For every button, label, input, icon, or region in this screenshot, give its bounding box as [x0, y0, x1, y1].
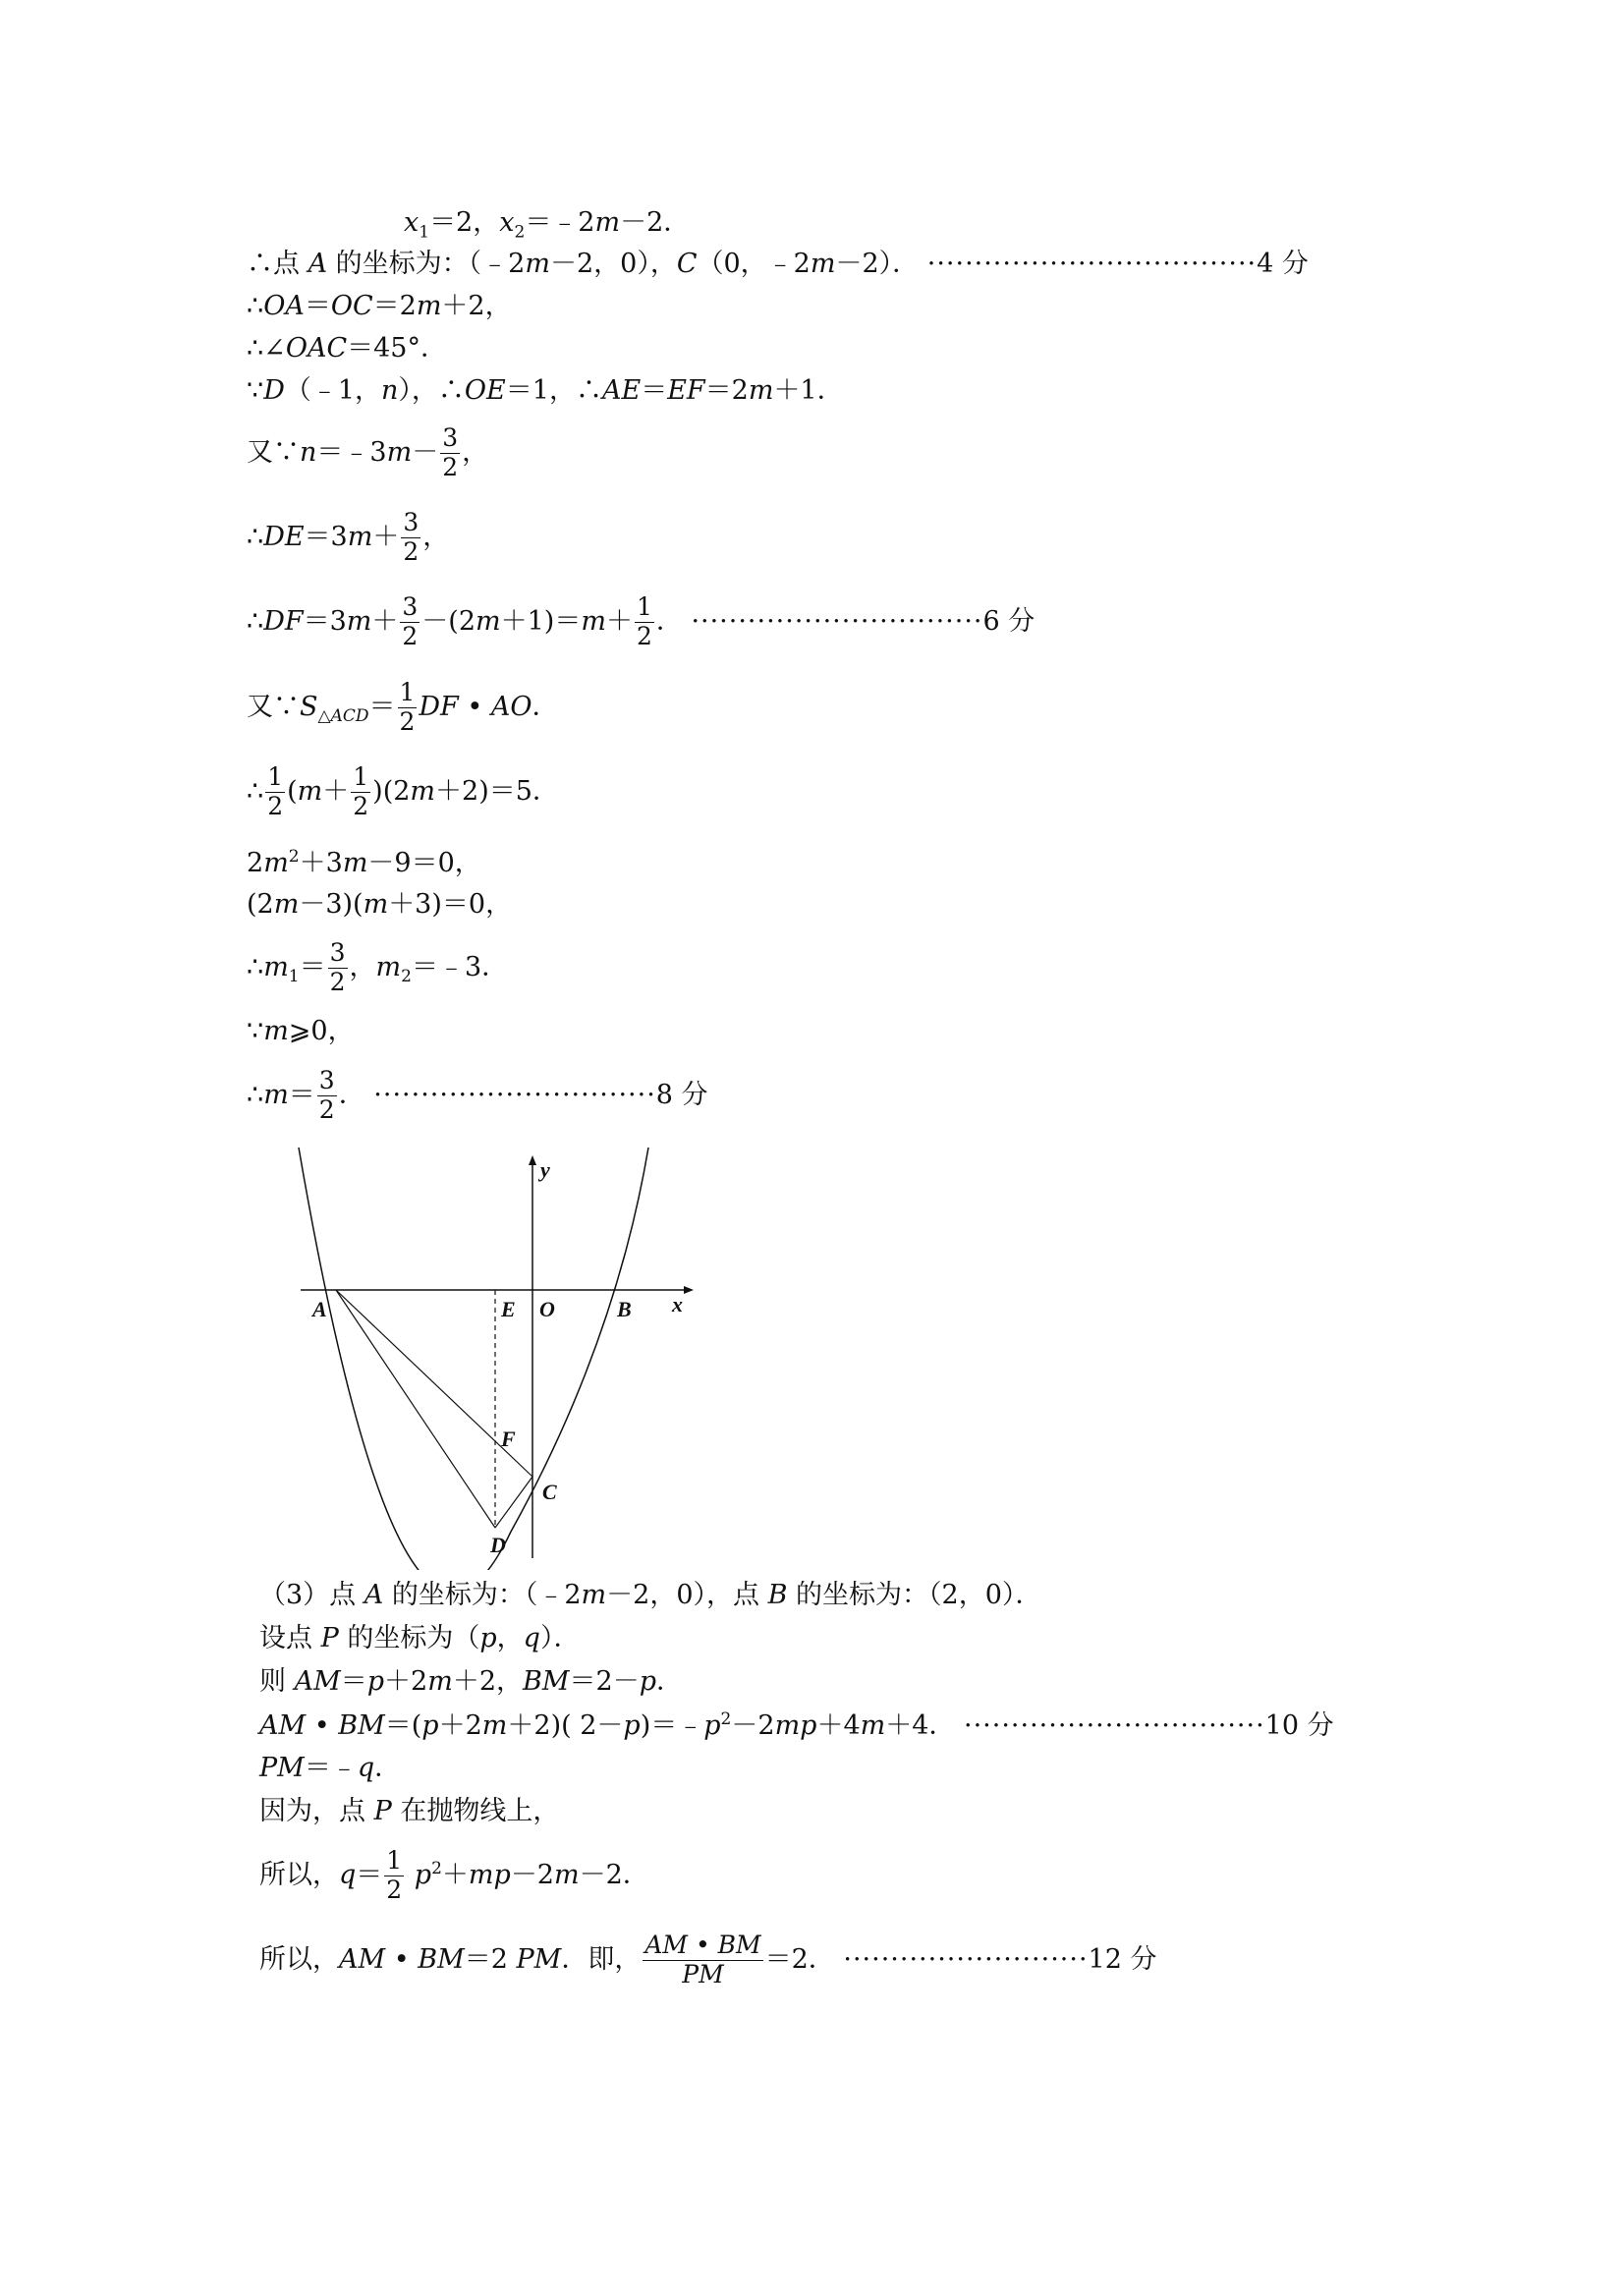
line-part3-pm: PM＝﹣q．: [259, 1753, 402, 1783]
fraction: $\frac{3}{2}$: [442, 423, 459, 481]
score-8: 8 分: [655, 1079, 708, 1110]
line-d-point: ∵D（﹣1，n），∴OE＝1，∴AE＝EF＝2m＋1．: [247, 375, 844, 406]
fraction: $\frac{1}{2}$: [399, 678, 416, 736]
fraction: $\frac{3}{2}$: [318, 1066, 335, 1124]
label-b: B: [617, 1297, 632, 1321]
label-f: F: [501, 1427, 516, 1451]
fraction: $\frac{3}{2}$: [403, 508, 420, 566]
line-n-value: 又∵n＝﹣3m－ $\frac{3}{2}$ ，: [247, 423, 489, 481]
line-part3-q: 所以，q＝ $\frac{1}{2}$ $p^2+mp-2m-2$．: [259, 1846, 649, 1904]
line-m-value: ∴m＝ $\frac{3}{2}$ ． ······························8 分: [247, 1066, 708, 1124]
fraction: $\frac{1}{2}$: [353, 762, 369, 820]
score-12: 12 分: [1088, 1943, 1157, 1975]
line-quadratic: $2m^2+3m-9=0$，: [247, 847, 481, 878]
line-de: ∴DE＝3m＋ $\frac{3}{2}$ ，: [247, 508, 450, 566]
line-m-nonneg: ∵m⩾0，: [247, 1016, 355, 1046]
line-part3-p: 设点 P 的坐标为（p，q）．: [259, 1623, 581, 1653]
x-axis-arrow: [684, 1286, 694, 1294]
line-roots-m: $\therefore m_1=$ $\frac{3}{2}$ ，$m_2=﹣3$．: [247, 938, 509, 996]
line-factored: (2m－3)(m＋3)＝0，: [247, 889, 513, 920]
fraction-am-bm-pm: $\frac{AM • BM}{PM}$: [644, 1931, 761, 1988]
line-part3-am-bm: 则 AM＝p＋2m＋2，BM＝2－p．: [259, 1666, 684, 1697]
label-c: C: [542, 1480, 557, 1504]
line-part3-on-parabola: 因为，点 P 在抛物线上，: [259, 1796, 560, 1826]
label-d: D: [490, 1533, 506, 1557]
fraction: $\frac{1}{2}$: [386, 1846, 403, 1904]
line-part3-product: AM • BM＝(p＋2m＋2)( $2-p)=﹣p^2-2mp+4m+4$． ································10 分: [259, 1709, 1334, 1741]
y-axis-arrow: [529, 1155, 536, 1165]
line-part3-result: 所以，AM • BM＝2 PM．即， $\frac{AM • BM}{PM}$ ＝2． ··························12 分: [259, 1931, 1157, 1988]
line-point-a: ∴点 A 的坐标为：（﹣2m－2，0），C（0，﹣2m－2）． ···································4 分: [247, 249, 1309, 279]
label-x: x: [672, 1292, 683, 1316]
line-df: ∴DF＝3m＋ $\frac{3}{2}$ －(2m＋1)＝m＋ $\frac{1}{2}$ ． ·······························6 分: [247, 592, 1035, 650]
line-area: 又$\because S_{\triangle ACD}=$ $\frac{1}{2}$ DF • AO．: [247, 678, 559, 736]
label-o: O: [539, 1297, 555, 1321]
line-equation: ∴ $\frac{1}{2}$ (m＋ $\frac{1}{2}$ )(2m＋2)＝5．: [247, 762, 559, 820]
fraction: $\frac{1}{2}$: [636, 592, 652, 650]
line-roots: $x_1=2$，$x_2=﹣2m-2$．: [404, 207, 691, 243]
score-4: 4 分: [1257, 249, 1309, 279]
line-angle: ∴∠OAC＝45°．: [247, 333, 447, 364]
label-a: A: [312, 1297, 327, 1321]
label-y: y: [540, 1157, 550, 1182]
line-part3-ab: （3）点 A 的坐标为：（﹣2m－2，0），点 B 的坐标为：（2，0）．: [259, 1580, 1042, 1610]
fraction: $\frac{3}{2}$: [402, 592, 419, 650]
parabola-figure: [291, 1148, 703, 1570]
segment-ad: [336, 1290, 495, 1528]
line-oa-oc: ∴OA＝OC＝2m＋2，: [247, 291, 512, 321]
fraction: $\frac{1}{2}$: [267, 762, 284, 820]
label-e: E: [501, 1297, 516, 1321]
score-10: 10 分: [1264, 1710, 1334, 1741]
score-6: 6 分: [982, 605, 1035, 637]
parabola-curve: [299, 1148, 648, 1570]
fraction: $\frac{3}{2}$: [329, 938, 346, 996]
